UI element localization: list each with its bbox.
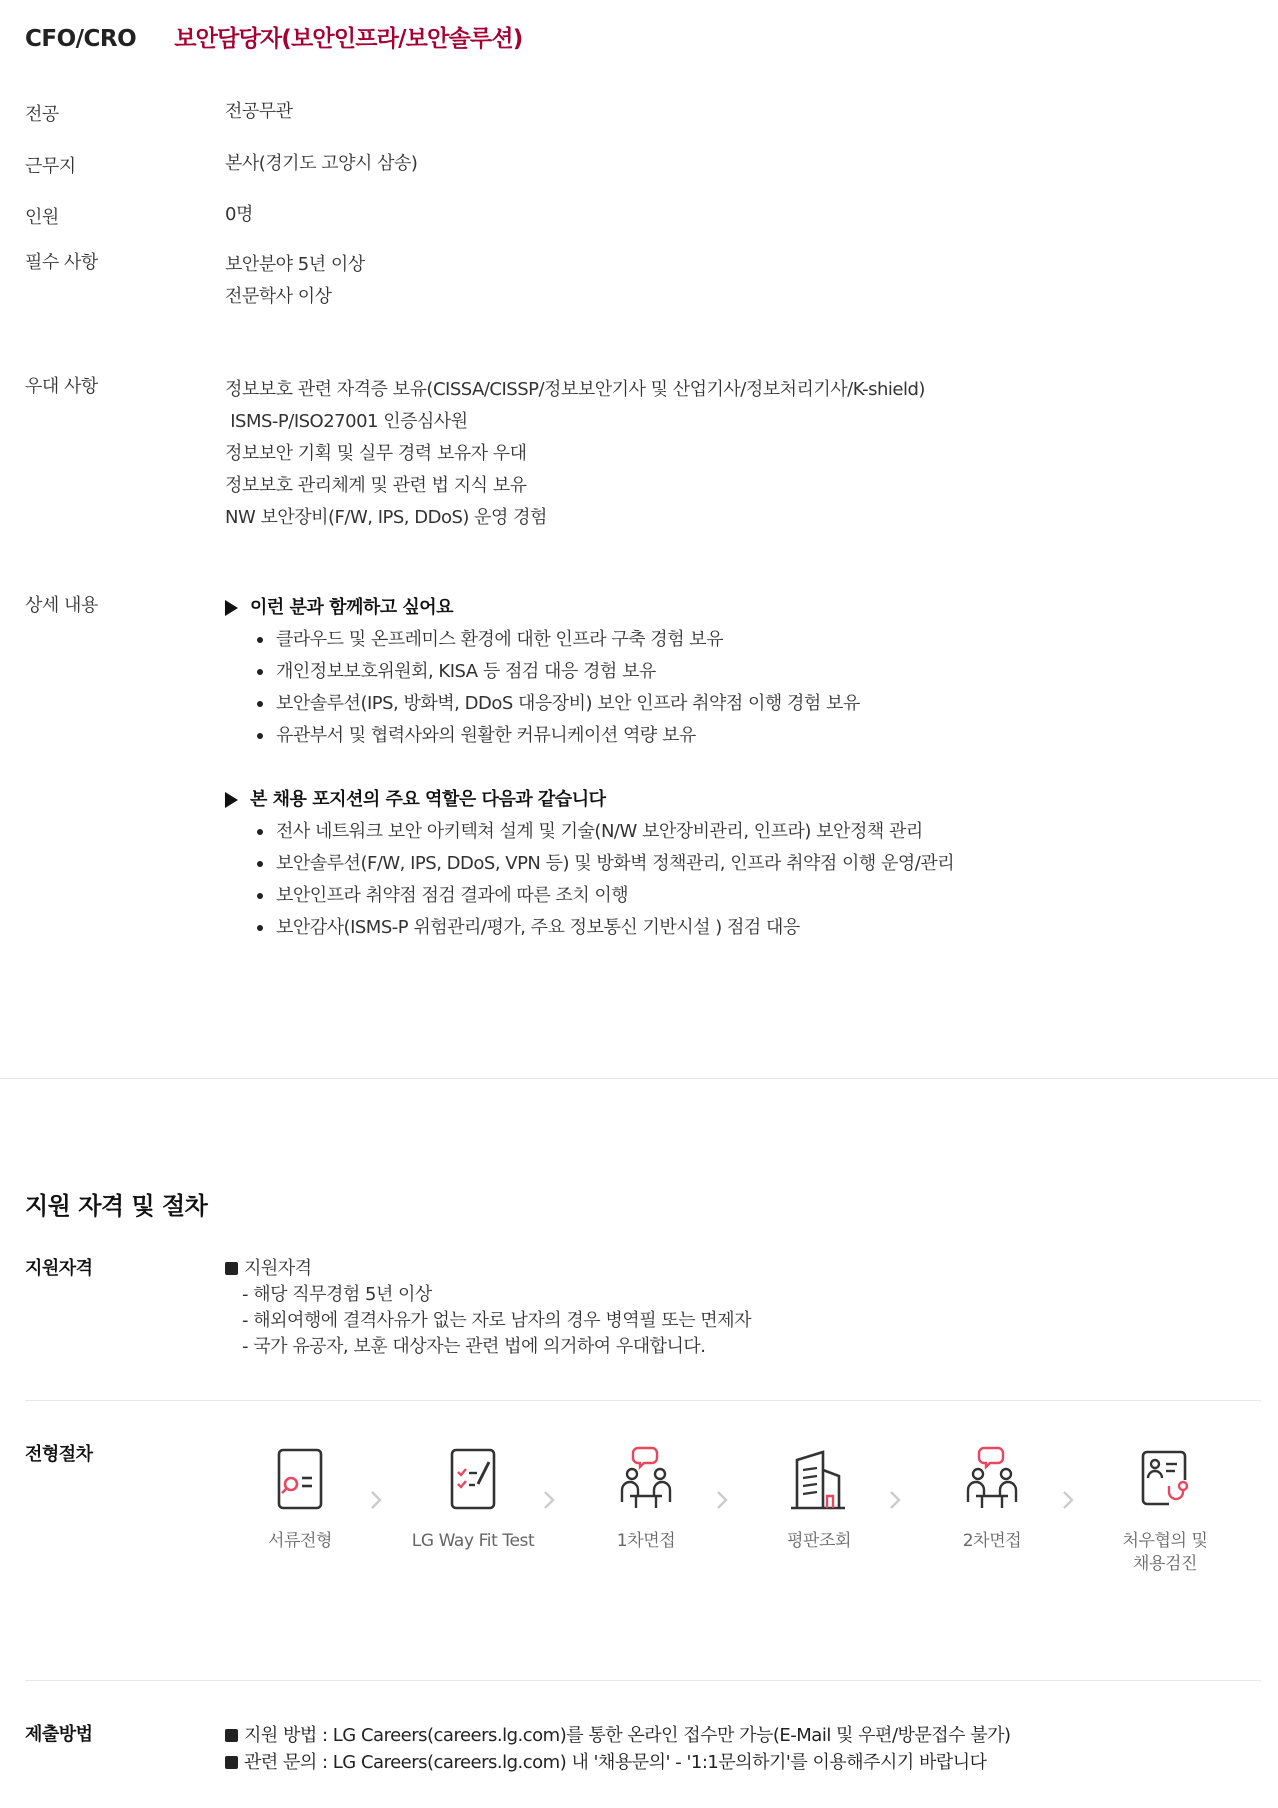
play-triangle-icon	[225, 792, 238, 808]
required-line: 보안분야 5년 이상	[225, 254, 365, 275]
preferred-value	[225, 374, 925, 534]
description-list	[253, 624, 954, 752]
qualification-label: 지원자격	[25, 1258, 93, 1279]
submission-label: 제출방법	[25, 1724, 93, 1745]
location-label: 근무지	[25, 156, 76, 177]
description-list	[253, 816, 954, 944]
preferred-line: NW 보안장비(F/W, IPS, DDoS) 운영 경험	[225, 507, 547, 528]
list-item: 전사 네트워크 보안 아키텍쳐 설계 및 기술(N/W 보안장비관리, 인프라) 보안정책 관리	[253, 816, 954, 848]
document-search-icon	[260, 1440, 340, 1520]
list-item: 보안솔루션(F/W, IPS, DDoS, VPN 등) 및 방화벽 정책관리, 인프라 취약점 이행 운영/관리	[253, 848, 954, 880]
chevron-right-icon	[1058, 1488, 1078, 1512]
preferred-label: 우대 사항	[25, 376, 98, 397]
play-triangle-icon	[225, 600, 238, 616]
square-bullet-icon	[225, 1729, 238, 1742]
list-item: 보안감사(ISMS-P 위험관리/평가, 주요 정보통신 기반시설 ) 점검 대응	[253, 912, 954, 944]
process-step	[1090, 1440, 1240, 1576]
major-label: 전공	[25, 104, 59, 125]
section-divider	[25, 1680, 1261, 1681]
headcount-value: 0명	[225, 204, 253, 225]
process-steps	[225, 1440, 1225, 1590]
section-divider	[25, 1400, 1261, 1401]
list-item: 보안인프라 취약점 점검 결과에 따른 조치 이행	[253, 880, 954, 912]
process-step	[225, 1440, 375, 1553]
description-section-title: 이런 분과 함께하고 싶어요	[225, 592, 954, 624]
step-label: 서류전형	[267, 1531, 333, 1551]
chevron-right-icon	[712, 1488, 732, 1512]
process-step	[398, 1440, 548, 1553]
submission-value	[225, 1722, 1011, 1776]
job-header	[25, 20, 522, 53]
preferred-line: ISMS-P/ISO27001 인증심사원	[225, 411, 468, 432]
department-name: CFO/CRO	[25, 26, 137, 52]
description-section-title: 본 채용 포지션의 주요 역할은 다음과 같습니다	[225, 784, 954, 816]
checklist-pen-icon	[433, 1440, 513, 1520]
location-value: 본사(경기도 고양시 삼송)	[225, 153, 418, 174]
square-bullet-icon	[225, 1262, 238, 1275]
chevron-right-icon	[366, 1488, 386, 1512]
preferred-line: 정보보호 관리체계 및 관련 법 지식 보유	[225, 475, 527, 496]
medical-checkup-icon	[1125, 1440, 1205, 1520]
building-icon	[779, 1440, 859, 1520]
required-line: 전문학사 이상	[225, 286, 332, 307]
preferred-line: 정보보안 기획 및 실무 경력 보유자 우대	[225, 443, 527, 464]
major-value: 전공무관	[225, 101, 293, 122]
list-item: 보안솔루션(IPS, 방화벽, DDoS 대응장비) 보안 인프라 취약점 이행 경험 보유	[253, 688, 954, 720]
submission-line: 지원 방법 : LG Careers(careers.lg.com)를 통한 온라인 접수만 가능(E-Mail 및 우편/방문접수 불가)	[244, 1725, 1011, 1746]
qualification-line: - 해당 직무경험 5년 이상	[242, 1284, 432, 1305]
chevron-right-icon	[885, 1488, 905, 1512]
headcount-label: 인원	[25, 207, 59, 228]
step-label: 1차면접	[616, 1531, 676, 1551]
process-label: 전형절차	[25, 1444, 93, 1465]
list-item: 클라우드 및 온프레미스 환경에 대한 인프라 구축 경험 보유	[253, 624, 954, 656]
step-label: 처우협의 및 채용검진	[1122, 1531, 1208, 1574]
description-value	[225, 592, 954, 944]
section-title: 지원 자격 및 절차	[25, 1192, 208, 1220]
square-bullet-icon	[225, 1756, 238, 1769]
step-label: 2차면접	[962, 1531, 1022, 1551]
description-label: 상세 내용	[25, 595, 98, 616]
step-label: LG Way Fit Test	[411, 1531, 535, 1551]
job-title: 보안담당자(보안인프라/보안솔루션)	[174, 26, 523, 52]
interview-icon	[606, 1440, 686, 1520]
step-label: 평판조회	[786, 1531, 852, 1551]
chevron-right-icon	[539, 1488, 559, 1512]
list-item: 개인정보보호위원회, KISA 등 점검 대응 경험 보유	[253, 656, 954, 688]
required-label: 필수 사항	[25, 252, 98, 273]
qualification-value: 지원자격 - 해당 직무경험 5년 이상 - 해외여행에 결격사유가 없는 자로 남자의 경우 병역필 또는 면제자 - 국가 유공자, 보훈 대상자는 관련 법에 의거하여 우대합니다.	[225, 1256, 751, 1360]
list-item: 유관부서 및 협력사와의 원활한 커뮤니케이션 역량 보유	[253, 720, 954, 752]
qualification-line: - 해외여행에 결격사유가 없는 자로 남자의 경우 병역필 또는 면제자	[242, 1310, 751, 1331]
required-value	[225, 249, 365, 313]
process-step	[571, 1440, 721, 1553]
process-step	[917, 1440, 1067, 1553]
interview-icon	[952, 1440, 1032, 1520]
section-divider	[0, 1078, 1278, 1079]
submission-line: 관련 문의 : LG Careers(careers.lg.com) 내 '채용문의' - '1:1문의하기'를 이용해주시기 바랍니다	[244, 1752, 987, 1773]
preferred-line: 정보보호 관련 자격증 보유(CISSA/CISSP/정보보안기사 및 산업기사/정보처리기사/K-shield)	[225, 379, 925, 400]
process-step	[744, 1440, 894, 1553]
qualification-line: - 국가 유공자, 보훈 대상자는 관련 법에 의거하여 우대합니다.	[242, 1336, 706, 1357]
